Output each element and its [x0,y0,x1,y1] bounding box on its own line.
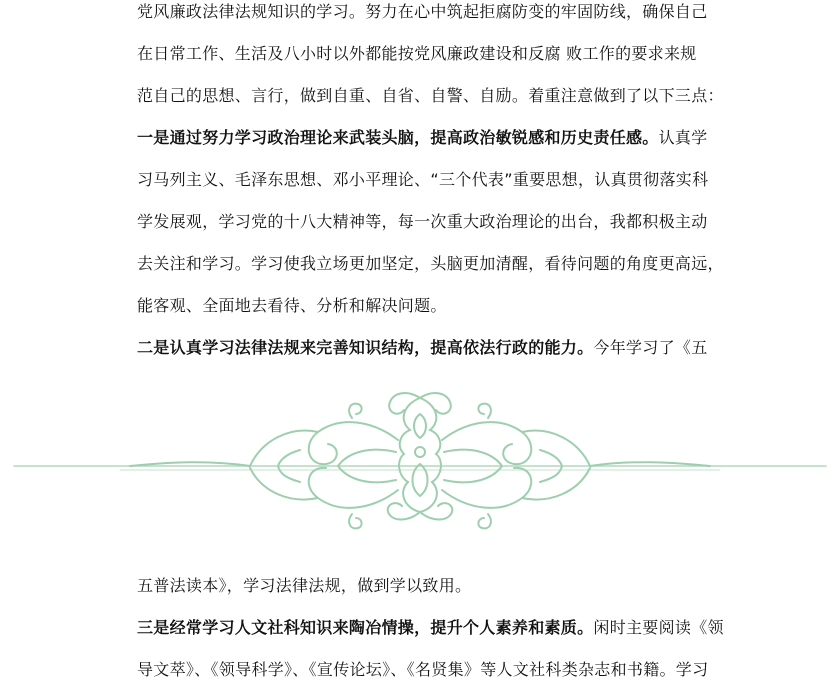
point-one-first-line [137,117,717,159]
point-three-heading: 三是经常学习人文社科知识来陶冶情操，提升个人素养和素质。 [137,618,594,637]
text-block-bottom [137,565,724,691]
paragraph-line: 能客观、全面地去看待、分析和解决问题。 [137,296,447,315]
paragraph-line: 导文萃》、《领导科学》、《宣传论坛》、《名贤集》等人文社科类杂志和书籍。学习 [137,660,709,679]
point-one-text: 认真学 [658,128,708,147]
point-three-first-line [137,607,724,649]
point-two-text: 今年学习了《五 [593,338,708,357]
point-two-heading: 二是认真学习法律法规来完善知识结构，提高依法行政的能力。 [137,338,594,357]
scroll-divider-icon [0,380,840,555]
paragraph-line: 习马列主义、毛泽东思想、邓小平理论、“三个代表”重要思想，认真贯彻落实科 [137,170,709,189]
point-three-text: 闲时主要阅读《领 [593,618,724,637]
point-two-first-line [137,327,717,369]
paragraph-line: 范自己的思想、言行，做到自重、自省、自警、自励。着重注意做到了以下三点： [137,86,724,105]
text-block-top [137,0,724,369]
paragraph-line: 学发展观，学习党的十八大精神等，每一次重大政治理论的出台，我都积极主动 [137,212,708,231]
point-one-heading: 一是通过努力学习政治理论来武装头脑，提高政治敏锐感和历史责任感。 [137,128,659,147]
paragraph-line: 党风廉政法律法规知识的学习。努力在心中筑起拒腐防变的牢固防线，确保自己 [137,2,708,21]
paragraph-line: 在日常工作、生活及八小时以外都能按党风廉政建设和反腐 败工作的要求来规 [137,44,697,63]
paragraph-line: 五普法读本》，学习法律法规，做到学以致用。 [137,576,472,595]
paragraph-line: 去关注和学习。学习使我立场更加坚定，头脑更加清醒，看待问题的角度更高远， [137,254,724,273]
